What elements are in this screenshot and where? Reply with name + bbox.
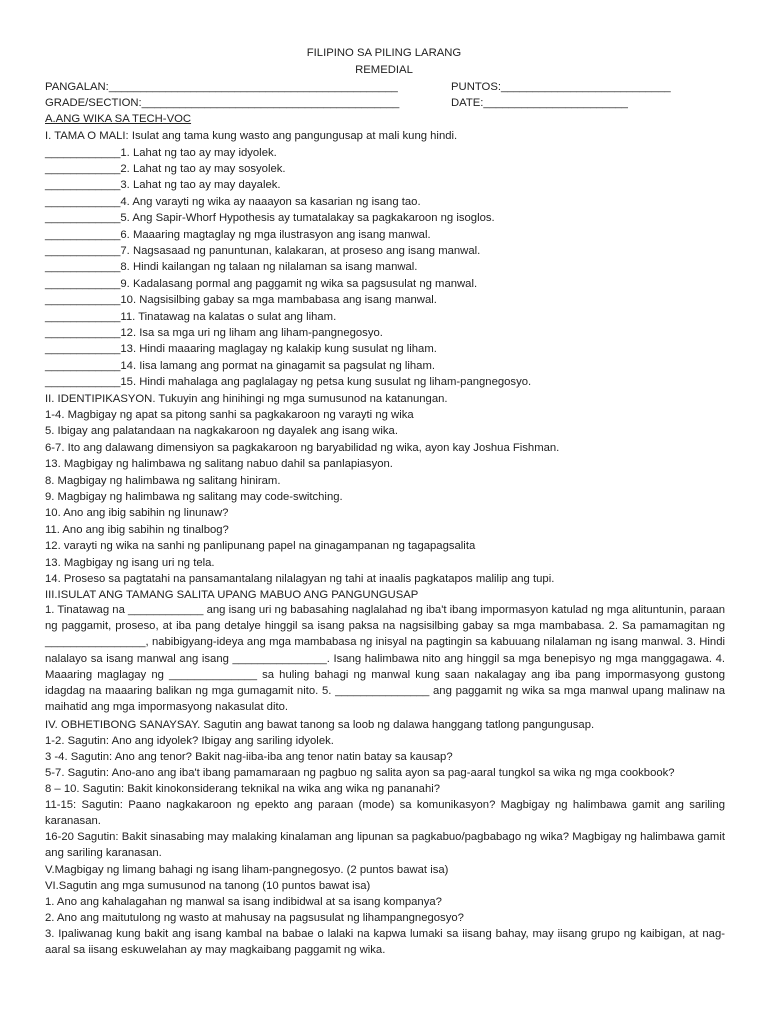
identification-item: 10. Ano ang ibig sabihin ng linunaw? xyxy=(45,507,229,520)
essay-item: 11-15: Sagutin: Paano nagkakaroon ng epekto ang paraan (mode) sa komunikasyon? Magbigay ng halimbawa gamit ang sariling karanasan. xyxy=(45,799,725,828)
date-field: DATE:_______________________ xyxy=(451,97,628,109)
essay-item: 16-20 Sagutin: Bakit sinasabing may malaking kinalaman ang lipunan sa pagkabuo/pagbabago ng wika? Magbigay ng halimbawa gamit ang sariling karanasan. xyxy=(45,831,725,860)
true-false-item: ____________12. Isa sa mga uri ng liham ang liham-pangnegosyo. xyxy=(45,326,383,339)
essay-item: 8 – 10. Sagutin: Bakit kinokonsiderang teknikal na wika ang wika ng pananahi? xyxy=(45,783,441,795)
section-a-heading: A.ANG WIKA SA TECH-VOC xyxy=(45,113,192,125)
part5-title: V.Magbigay ng limang bahagi ng isang liham-pangnegosyo. (2 puntos bawat isa) xyxy=(45,864,449,876)
identification-item: 14. Proseso sa pagtatahi na pansamantalang nilalagyan ng tahi at inaalis pagkatapos malilip ang tupi. xyxy=(45,572,555,585)
identification-item: 13. Magbigay ng isang uri ng tela. xyxy=(45,556,215,569)
identification-item: 1-4. Magbigay ng apat sa pitong sanhi sa pagkakaroon ng varayti ng wika xyxy=(45,408,414,421)
document-title: FILIPINO SA PILING LARANG xyxy=(306,47,462,59)
part1-title: I. TAMA O MALI: Isulat ang tama kung wasto ang pangungusap at mali kung hindi. xyxy=(45,130,458,142)
true-false-item: ____________5. Ang Sapir-Whorf Hypothesis ay tumatalakay sa pagkakaroon ng isoglos. xyxy=(45,212,495,225)
true-false-item: ____________11. Tinatawag na kalatas o sulat ang liham. xyxy=(45,310,337,323)
question-item: 2. Ano ang maitutulong ng wasto at mahusay na pagsusulat ng lihampangnegosyo? xyxy=(45,912,464,924)
identification-item: 13. Magbigay ng halimbawa ng salitang nabuo dahil sa panlapiasyon. xyxy=(45,458,393,471)
question-item: 3. Ipaliwanag kung bakit ang isang kambal na babae o lalaki na kapwa lumaki sa iisang bahay, may iisang grupo ng kaibigan, at nag-aaral sa iisang eskuwelahan ay may magkaibang paggamit ng wika. xyxy=(45,928,725,957)
identification-item: 11. Ano ang ibig sabihin ng tinalbog? xyxy=(45,523,229,536)
identification-item: 12. varayti ng wika na sanhi ng panlipunang papel na ginagampanan ng tagapagsalita xyxy=(45,540,476,553)
fill-in-paragraph: 1. Tinatawag na ____________ ang isang uri ng babasahing naglalahad ng iba't ibang impormasyon katulad ng mga alituntunin, paraan ng paggamit, proseso, at iba pang detalye hinggil sa isang paksa na nagsisilbing gabay sa mga mambabasa. 2. Sa pamamagitan ng ________________, nabibigyang-ideya ang mga mambabasa ng inisyal na pagtingin sa kabuuang nilalaman ng isang manwal. 3. Hindi nalalayo sa isang manwal ang isang _______________. Isang halimbawa nito ang hinggil sa mga benepisyo ng mga manggagawa. 4. Maaaring maglagay ng ______________ sa huling bahagi ng manwal kung saan nakalagay ang iba pang impormasyong gustong idagdag na maaaring balikan ng mga gumagamit nito. 5. _______________ ang paggamit ng wika sa mga manwal upang malinaw na maihatid ang mga impormasyong nakasulat dito. xyxy=(45,604,725,714)
essay-item: 1-2. Sagutin: Ano ang idyolek? Ibigay ang sariling idyolek. xyxy=(45,735,334,747)
true-false-item: ____________10. Nagsisilbing gabay sa mga mambabasa ang isang manwal. xyxy=(45,294,437,307)
essay-item: 5-7. Sagutin: Ano-ano ang iba't ibang pamamaraan ng pagbuo ng salita ayon sa pag-aaral tungkol sa wika ng mga cookbook? xyxy=(45,767,675,779)
part6-title: VI.Sagutin ang mga sumusunod na tanong (10 puntos bawat isa) xyxy=(45,880,371,892)
identification-item: 6-7. Ito ang dalawang dimensiyon sa pagkakaroon ng baryabilidad ng wika, ayon kay Joshua Fishman. xyxy=(45,441,560,454)
true-false-item: ____________1. Lahat ng tao ay may idyolek. xyxy=(45,146,277,159)
name-field: PANGALAN:______________________________________________ xyxy=(45,81,398,93)
true-false-item: ____________3. Lahat ng tao ay may dayalek. xyxy=(45,179,281,192)
part2-title: II. IDENTIPIKASYON. Tukuyin ang hinihingi ng mga sumusunod na katanungan. xyxy=(45,392,448,405)
identification-item: 8. Magbigay ng halimbawa ng salitang hiniram. xyxy=(45,474,281,487)
document-subtitle: REMEDIAL xyxy=(355,64,413,76)
true-false-item: ____________4. Ang varayti ng wika ay naaayon sa kasarian ng isang tao. xyxy=(45,195,421,208)
true-false-item: ____________8. Hindi kailangan ng talaan ng nilalaman sa isang manwal. xyxy=(45,261,418,274)
true-false-item: ____________14. Iisa lamang ang pormat na ginagamit sa pagsulat ng liham. xyxy=(45,359,436,372)
true-false-item: ____________15. Hindi mahalaga ang paglalagay ng petsa kung susulat ng liham-pangnegosyo. xyxy=(45,376,532,389)
essay-item: 3 -4. Sagutin: Ano ang tenor? Bakit nag-iiba-iba ang tenor natin batay sa kausap? xyxy=(45,751,453,763)
identification-item: 5. Ibigay ang palatandaan na nagkakaroon ng dayalek ang isang wika. xyxy=(45,425,398,438)
identification-item: 9. Magbigay ng halimbawa ng salitang may code-switching. xyxy=(45,490,343,503)
true-false-item: ____________9. Kadalasang pormal ang paggamit ng wika sa pagsusulat ng manwal. xyxy=(45,277,478,290)
part4-title: IV. OBHETIBONG SANAYSAY. Sagutin ang bawat tanong sa loob ng dalawa hanggang tatlong pangungusap. xyxy=(45,719,595,731)
grade-section-field: GRADE/SECTION:_________________________________________ xyxy=(45,97,400,109)
true-false-item: ____________13. Hindi maaaring maglagay ng kalakip kung susulat ng liham. xyxy=(45,343,437,356)
true-false-item: ____________7. Nagsasaad ng panuntunan, kalakaran, at proseso ang isang manwal. xyxy=(45,244,481,257)
true-false-item: ____________2. Lahat ng tao ay may sosyolek. xyxy=(45,162,286,175)
true-false-item: ____________6. Maaaring magtaglay ng mga ilustrasyon ang isang manwal. xyxy=(45,228,431,241)
question-item: 1. Ano ang kahalagahan ng manwal sa isang indibidwal at sa isang kompanya? xyxy=(45,896,442,908)
score-field: PUNTOS:___________________________ xyxy=(451,81,671,93)
part3-title: III.ISULAT ANG TAMANG SALITA UPANG MABUO ANG PANGUNGUSAP xyxy=(45,589,419,601)
